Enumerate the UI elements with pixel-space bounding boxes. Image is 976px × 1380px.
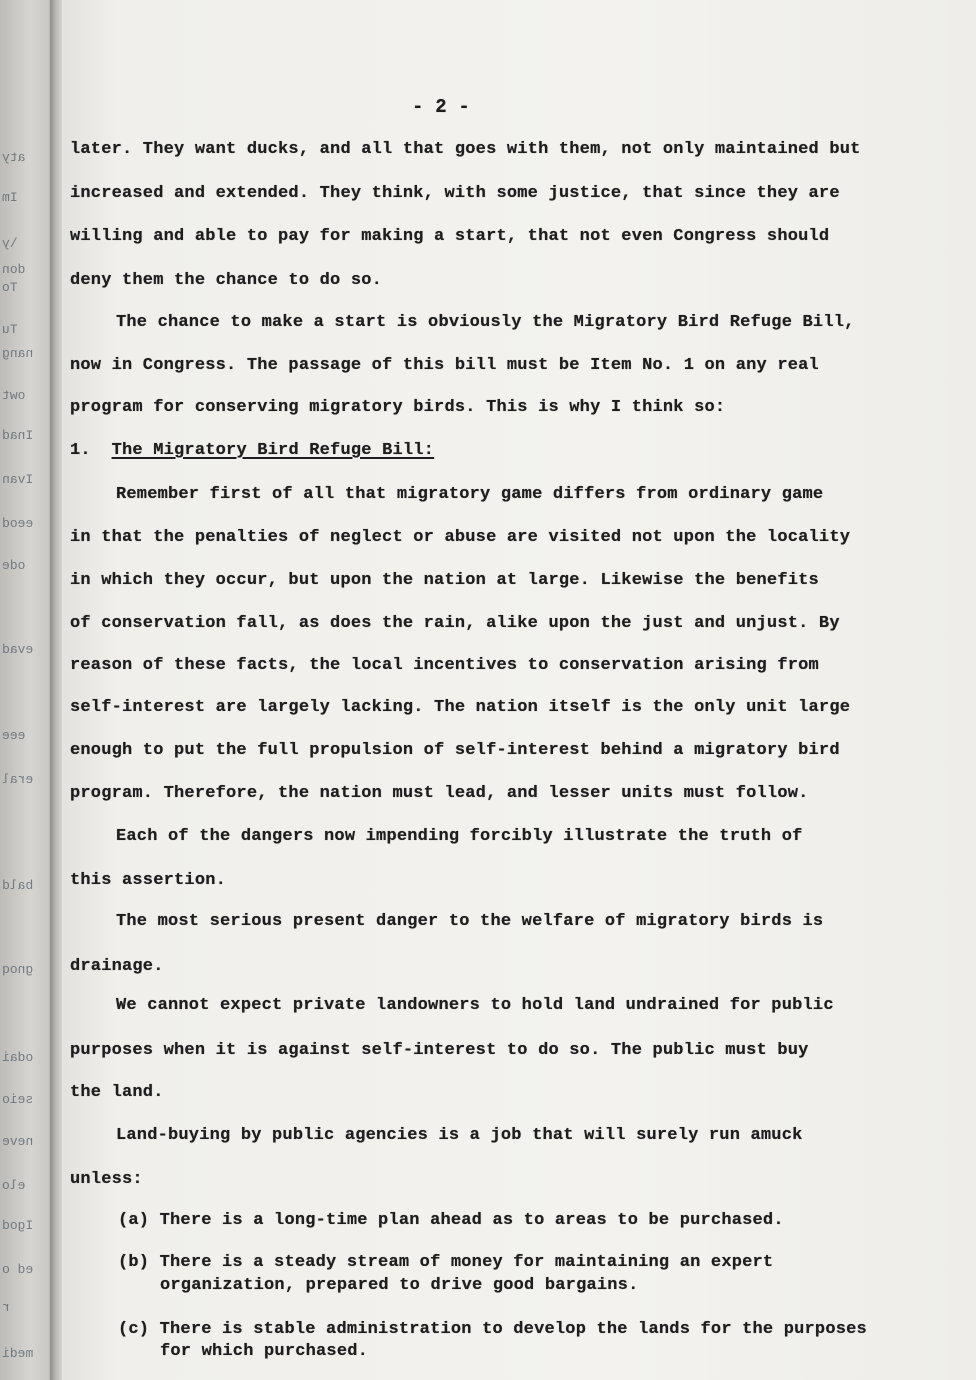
body-line: later. They want ducks, and all that goes with them, not only maintained but [70,140,861,159]
body-line: this assertion. [70,871,227,890]
prev-page-fragment: ode [2,558,26,573]
body-line: reason of these facts, the local incentives to conservation arising from [70,656,819,675]
prev-page-fragment: elo [2,1178,26,1193]
body-line: increased and extended. They think, with some justice, that since they are [70,184,840,203]
heading-title: The Migratory Bird Refuge Bill: [111,441,435,460]
prev-page-fragment: evad [2,642,34,657]
body-line: in that the penalties of neglect or abuse are visited not upon the locality [70,528,851,547]
prev-page-fragment: ed o [2,1262,34,1277]
list-item-label: (c) [118,1320,150,1339]
body-line: purposes when it is against self-interest to do so. The public must buy [70,1041,809,1060]
list-item-text: There is a long-time plan ahead as to areas to be purchased. [159,1211,784,1230]
body-line: drainage. [70,957,164,976]
prev-page-fragment: odai [2,1050,34,1065]
body-line: Each of the dangers now impending forcibly illustrate the truth of [116,827,803,846]
body-line: the land. [70,1083,164,1102]
list-item-continuation: organization, prepared to drive good bargains. [160,1276,639,1295]
prev-page-fragment: eral [2,772,34,787]
body-line: of conservation fall, as does the rain, alike upon the just and unjust. By [70,614,840,633]
body-line: enough to put the full propulsion of self-interest behind a migratory bird [70,741,840,760]
list-item-text: There is a steady stream of money for maintaining an expert [159,1253,774,1272]
document-page [62,0,976,1380]
body-line: Remember first of all that migratory game differs from ordinary game [116,485,824,504]
body-line: willing and able to pay for making a start, that not even Congress should [70,227,830,246]
prev-page-fragment: bald [2,878,34,893]
prev-page-fragment: Inad [2,428,34,443]
list-item [118,1320,867,1339]
list-item-label: (b) [118,1253,150,1272]
body-line: now in Congress. The passage of this bill must be Item No. 1 on any real [70,356,819,375]
prev-page-fragment: Igod [2,1218,34,1233]
prev-page-fragment: Ivan [2,472,34,487]
prev-page-fragment: owt [2,388,26,403]
body-line: self-interest are largely lacking. The nation itself is the only unit large [70,698,851,717]
page-number: - 2 - [412,96,471,118]
body-line: The chance to make a start is obviously the Migratory Bird Refuge Bill, [116,313,855,332]
body-line: The most serious present danger to the welfare of migratory birds is [116,912,824,931]
body-line: in which they occur, but upon the nation at large. Likewise the benefits [70,571,819,590]
prev-page-fragment: eeod [2,516,34,531]
prev-page-fragment: \y [2,236,18,251]
list-item-continuation: for which purchased. [160,1342,369,1361]
body-line: We cannot expect private landowners to hold land undrained for public [116,996,834,1015]
prev-page-fragment: gnoq [2,962,34,977]
body-line: program for conserving migratory birds. This is why I think so: [70,398,726,417]
previous-page-edge [0,0,56,1380]
prev-page-fragment: Im [2,190,18,205]
prev-page-fragment: r [2,1300,10,1315]
prev-page-fragment: don [2,262,26,277]
prev-page-fragment: To [2,280,18,295]
prev-page-fragment: nang [2,346,34,361]
heading-number: 1. [70,441,91,460]
prev-page-fragment: aty [2,150,26,165]
prev-page-fragment: Tu [2,322,18,337]
prev-page-fragment: neve [2,1134,34,1149]
list-item-text: There is stable administration to develop the lands for the purposes [159,1320,867,1339]
body-line: Land-buying by public agencies is a job that will surely run amuck [116,1126,803,1145]
prev-page-fragment: eee [2,728,26,743]
body-line: deny them the chance to do so. [70,271,383,290]
list-item-label: (a) [118,1211,150,1230]
list-item [118,1211,784,1230]
list-item [118,1253,773,1272]
prev-page-fragment: medi [2,1346,34,1361]
section-heading [70,441,434,460]
body-line: program. Therefore, the nation must lead, and lesser units must follow. [70,784,809,803]
prev-page-fragment: seio [2,1092,34,1107]
body-line: unless: [70,1170,143,1189]
